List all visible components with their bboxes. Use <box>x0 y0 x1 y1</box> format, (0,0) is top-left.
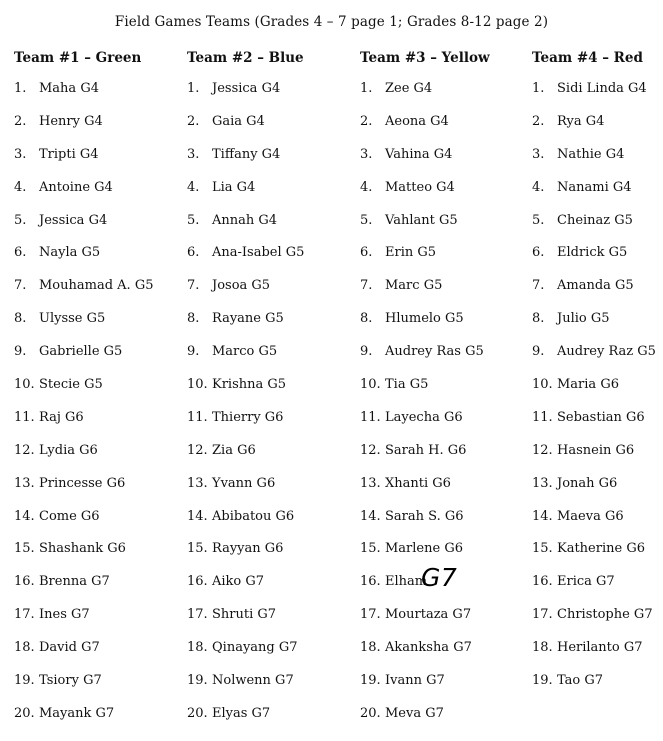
list-item <box>360 179 484 212</box>
list-item-number: 6. <box>14 245 27 261</box>
list-item <box>14 310 153 343</box>
list-item-number: 17. <box>187 607 208 623</box>
list-item-name: Shruti G7 <box>212 607 277 623</box>
list-item-number: 5. <box>532 212 545 228</box>
list-item-number: 15. <box>360 541 381 557</box>
list-item-number: 13. <box>14 475 35 491</box>
list-item <box>187 80 304 113</box>
list-item <box>14 409 153 442</box>
list-item-number: 10. <box>14 377 35 393</box>
list-item-name: Maeva G6 <box>557 508 624 524</box>
list-item <box>187 277 304 310</box>
list-item-name: Josoa G5 <box>212 278 271 294</box>
list-item-name: Come G6 <box>39 508 100 524</box>
list-item <box>532 146 656 179</box>
list-item-name: Rya G4 <box>557 113 605 129</box>
list-item <box>360 310 484 343</box>
list-item-name: Raj G6 <box>39 409 84 425</box>
list-item-name: Erin G5 <box>385 245 437 261</box>
list-item-number: 12. <box>360 442 381 458</box>
list-item-name: Jonah G6 <box>557 475 618 491</box>
list-item-number: 14. <box>187 508 208 524</box>
list-item <box>187 475 304 508</box>
list-item-name: Christophe G7 <box>557 607 653 623</box>
list-item <box>360 80 484 113</box>
list-item-name: Jessica G4 <box>212 81 281 96</box>
list-item <box>360 475 484 508</box>
list-item-name: Sarah S. G6 <box>385 508 464 524</box>
list-item-number: 3. <box>532 146 545 162</box>
list-item-number: 1. <box>187 81 200 96</box>
list-item-number: 4. <box>532 179 545 195</box>
list-item-number: 3. <box>187 146 200 162</box>
list-item-name: Layecha G6 <box>385 409 463 425</box>
list-item-number: 12. <box>14 442 35 458</box>
list-item-name: Brenna G7 <box>39 574 110 590</box>
list-item <box>187 212 304 245</box>
team-header: Team #2 – Blue <box>187 50 304 66</box>
list-item <box>187 442 304 475</box>
list-item <box>14 573 153 606</box>
list-item <box>532 508 656 541</box>
list-item <box>360 343 484 376</box>
list-item-name: Elyas G7 <box>212 705 271 721</box>
list-item <box>532 310 656 343</box>
list-item <box>14 475 153 508</box>
list-item-name: Yvann G6 <box>212 475 276 491</box>
list-item-name: Ines G7 <box>39 607 90 623</box>
list-item-number: 8. <box>532 311 545 327</box>
list-item <box>14 146 153 179</box>
list-item-number: 19. <box>532 673 553 689</box>
list-item <box>14 179 153 212</box>
list-item-name: Rayane G5 <box>212 311 284 327</box>
list-item-number: 16. <box>14 574 35 590</box>
list-item-number: 13. <box>187 475 208 491</box>
list-item-name: Aeona G4 <box>385 113 449 129</box>
list-item-name: Lydia G6 <box>39 442 98 458</box>
list-item <box>532 573 656 606</box>
list-item-number: 9. <box>187 344 200 360</box>
list-item-name: Nanami G4 <box>557 179 632 195</box>
team-header: Team #4 – Red <box>532 50 643 66</box>
list-item-number: 15. <box>187 541 208 557</box>
list-item <box>360 212 484 245</box>
page-title: Field Games Teams (Grades 4 – 7 page 1; Grades 8-12 page 2) <box>114 14 549 30</box>
list-item-number: 14. <box>14 508 35 524</box>
team-member-list <box>532 80 656 705</box>
list-item <box>360 376 484 409</box>
list-item-number: 18. <box>187 640 208 656</box>
list-item-name: Gaia G4 <box>212 113 265 129</box>
list-item-number: 14. <box>360 508 381 524</box>
list-item <box>532 442 656 475</box>
team-header: Team #1 – Green <box>14 50 142 66</box>
list-item-number: 17. <box>14 607 35 623</box>
list-item-number: 12. <box>187 442 208 458</box>
list-item <box>532 540 656 573</box>
list-item-name: Marco G5 <box>212 344 278 360</box>
list-item-number: 3. <box>14 146 27 162</box>
list-item-name: Princesse G6 <box>39 475 126 491</box>
list-item-name: Tripti G4 <box>39 146 99 162</box>
list-item <box>360 146 484 179</box>
list-item <box>360 409 484 442</box>
list-item-name: Zee G4 <box>385 81 433 96</box>
team-member-list <box>14 80 153 738</box>
list-item-name: Nayla G5 <box>39 245 101 261</box>
list-item <box>532 606 656 639</box>
list-item <box>187 573 304 606</box>
list-item-name: Sarah H. G6 <box>385 442 467 458</box>
team-member-list <box>360 80 484 738</box>
list-item <box>187 672 304 705</box>
list-item-name: Nathie G4 <box>557 146 625 162</box>
list-item-name: Akanksha G7 <box>385 640 472 656</box>
list-item <box>14 376 153 409</box>
list-item-number: 18. <box>360 640 381 656</box>
list-item-name: Abibatou G6 <box>212 508 295 524</box>
list-item-number: 11. <box>187 409 208 425</box>
list-item-name: Gabrielle G5 <box>39 344 123 360</box>
list-item-number: 8. <box>187 311 200 327</box>
list-item-number: 1. <box>532 81 545 96</box>
list-item-name: Marc G5 <box>385 278 443 294</box>
list-item-number: 10. <box>360 377 381 393</box>
list-item <box>360 244 484 277</box>
list-item <box>187 310 304 343</box>
list-item <box>360 442 484 475</box>
list-item <box>14 508 153 541</box>
list-item-number: 10. <box>532 377 553 393</box>
list-item <box>187 606 304 639</box>
overlay-annotation-text: G7 <box>421 563 458 592</box>
list-item-number: 3. <box>360 146 373 162</box>
team-header: Team #3 – Yellow <box>360 50 490 66</box>
list-item-name: Matteo G4 <box>385 179 455 195</box>
list-item-name: Julio G5 <box>557 311 610 327</box>
list-item-name: Mourtaza G7 <box>385 607 472 623</box>
list-item-name: Lia G4 <box>212 179 256 195</box>
list-item <box>360 705 484 738</box>
list-item-name: Krishna G5 <box>212 377 287 393</box>
list-item-name: Maha G4 <box>39 81 99 96</box>
list-item-number: 6. <box>360 245 373 261</box>
list-item-number: 20. <box>360 705 381 721</box>
list-item-name: Vahlant G5 <box>385 212 458 228</box>
list-item-name: Katherine G6 <box>557 541 645 557</box>
list-item-number: 9. <box>532 344 545 360</box>
list-item <box>14 212 153 245</box>
list-item-number: 20. <box>14 705 35 721</box>
list-item-number: 9. <box>360 344 373 360</box>
list-item <box>14 639 153 672</box>
list-item-name: Maria G6 <box>557 377 619 393</box>
list-item-name: Rayyan G6 <box>212 541 284 557</box>
list-item-number: 10. <box>187 377 208 393</box>
list-item <box>14 540 153 573</box>
list-item-name: Cheinaz G5 <box>557 212 633 228</box>
list-item <box>532 639 656 672</box>
list-item <box>187 639 304 672</box>
list-item-name: Marlene G6 <box>385 541 463 557</box>
list-item <box>187 113 304 146</box>
list-item <box>532 179 656 212</box>
list-item-number: 15. <box>532 541 553 557</box>
list-item-number: 17. <box>360 607 381 623</box>
list-item-number: 16. <box>360 574 381 590</box>
list-item <box>187 146 304 179</box>
list-item <box>532 80 656 113</box>
list-item <box>187 409 304 442</box>
list-item <box>187 343 304 376</box>
list-item-name: Tia G5 <box>385 377 429 393</box>
list-item-name: Nolwenn G7 <box>212 673 294 689</box>
list-item-number: 8. <box>360 311 373 327</box>
list-item-name: Meva G7 <box>385 705 444 721</box>
list-item-name: Annah G4 <box>212 212 278 228</box>
list-item <box>14 606 153 639</box>
list-item <box>14 113 153 146</box>
list-item-number: 12. <box>532 442 553 458</box>
list-item-number: 2. <box>187 113 200 129</box>
team-member-list <box>187 80 304 738</box>
list-item-number: 7. <box>532 278 545 294</box>
list-item <box>532 244 656 277</box>
list-item-name: Mayank G7 <box>39 705 115 721</box>
list-item <box>532 409 656 442</box>
list-item-number: 11. <box>14 409 35 425</box>
list-item <box>187 376 304 409</box>
list-item <box>14 672 153 705</box>
list-item <box>14 705 153 738</box>
list-item-number: 7. <box>360 278 373 294</box>
list-item <box>187 179 304 212</box>
list-item-name: Antoine G4 <box>39 179 113 195</box>
list-item-number: 5. <box>187 212 200 228</box>
list-item <box>14 277 153 310</box>
list-item-name: Jessica G4 <box>39 212 108 228</box>
list-item-name: Zia G6 <box>212 442 256 458</box>
list-item-name: Hlumelo G5 <box>385 311 464 327</box>
list-item-number: 16. <box>532 574 553 590</box>
list-item-name: Shashank G6 <box>39 541 126 557</box>
list-item-name: Eldrick G5 <box>557 245 628 261</box>
list-item-name: Xhanti G6 <box>385 475 451 491</box>
list-item-number: 2. <box>14 113 27 129</box>
list-item-name: Thierry G6 <box>212 409 284 425</box>
list-item-name: Ulysse G5 <box>39 311 106 327</box>
list-item-number: 6. <box>187 245 200 261</box>
list-item <box>187 540 304 573</box>
list-item-name: Henry G4 <box>39 113 103 129</box>
list-item-number: 1. <box>360 81 373 96</box>
list-item-number: 6. <box>532 245 545 261</box>
list-item <box>532 672 656 705</box>
list-item-number: 2. <box>532 113 545 129</box>
list-item-number: 14. <box>532 508 553 524</box>
list-item <box>532 475 656 508</box>
list-item-name: Herilanto G7 <box>557 640 643 656</box>
list-item-name: David G7 <box>39 640 100 656</box>
list-item <box>532 277 656 310</box>
team-column-red <box>532 48 656 689</box>
list-item-number: 15. <box>14 541 35 557</box>
list-item-name: Audrey Raz G5 <box>557 344 656 360</box>
list-item <box>14 442 153 475</box>
list-item-name: Ana-Isabel G5 <box>212 245 305 261</box>
list-item-number: 16. <box>187 574 208 590</box>
list-item-number: 18. <box>14 640 35 656</box>
list-item-name: Tsiory G7 <box>39 673 102 689</box>
list-item-name: Mouhamad A. G5 <box>39 278 154 294</box>
list-item-number: 19. <box>360 673 381 689</box>
list-item-name: Erica G7 <box>557 574 615 590</box>
list-item <box>532 376 656 409</box>
list-item-name: Sebastian G6 <box>557 409 645 425</box>
list-item <box>532 113 656 146</box>
list-item-name: Elham <box>385 574 428 590</box>
list-item-number: 19. <box>187 673 208 689</box>
list-item <box>360 639 484 672</box>
list-item <box>187 705 304 738</box>
list-item <box>14 343 153 376</box>
list-item <box>14 80 153 113</box>
list-item-number: 7. <box>187 278 200 294</box>
team-column-yellow <box>360 48 490 721</box>
list-item <box>532 343 656 376</box>
list-item-name: Audrey Ras G5 <box>385 344 484 360</box>
list-item-number: 9. <box>14 344 27 360</box>
list-item <box>187 244 304 277</box>
list-item-number: 7. <box>14 278 27 294</box>
list-item <box>14 244 153 277</box>
list-item-number: 11. <box>360 409 381 425</box>
list-item-name: Amanda G5 <box>557 278 634 294</box>
list-item-name: Tiffany G4 <box>212 146 281 162</box>
list-item-number: 11. <box>532 409 553 425</box>
list-item-number: 19. <box>14 673 35 689</box>
list-item-name: Ivann G7 <box>385 673 445 689</box>
list-item-number: 5. <box>14 212 27 228</box>
list-item-number: 4. <box>187 179 200 195</box>
list-item-number: 18. <box>532 640 553 656</box>
list-item-number: 2. <box>360 113 373 129</box>
team-column-green <box>14 48 154 721</box>
list-item <box>360 113 484 146</box>
list-item-name: Stecie G5 <box>39 377 103 393</box>
list-item-name: Hasnein G6 <box>557 442 635 458</box>
team-column-blue <box>187 48 305 721</box>
list-item-name: Tao G7 <box>557 673 604 689</box>
list-item-number: 20. <box>187 705 208 721</box>
list-item <box>360 672 484 705</box>
list-item-name: Vahina G4 <box>385 146 453 162</box>
list-item-number: 8. <box>14 311 27 327</box>
list-item-number: 1. <box>14 81 27 96</box>
list-item-number: 13. <box>532 475 553 491</box>
list-item <box>360 508 484 541</box>
list-item-name: Aiko G7 <box>212 574 265 590</box>
list-item <box>360 277 484 310</box>
list-item <box>532 212 656 245</box>
list-item-number: 5. <box>360 212 373 228</box>
list-item-name: Sidi Linda G4 <box>557 81 647 96</box>
list-item-number: 17. <box>532 607 553 623</box>
list-item-number: 13. <box>360 475 381 491</box>
list-item <box>360 606 484 639</box>
list-item-name: Qinayang G7 <box>212 640 298 656</box>
list-item-number: 4. <box>14 179 27 195</box>
list-item <box>187 508 304 541</box>
list-item-number: 4. <box>360 179 373 195</box>
